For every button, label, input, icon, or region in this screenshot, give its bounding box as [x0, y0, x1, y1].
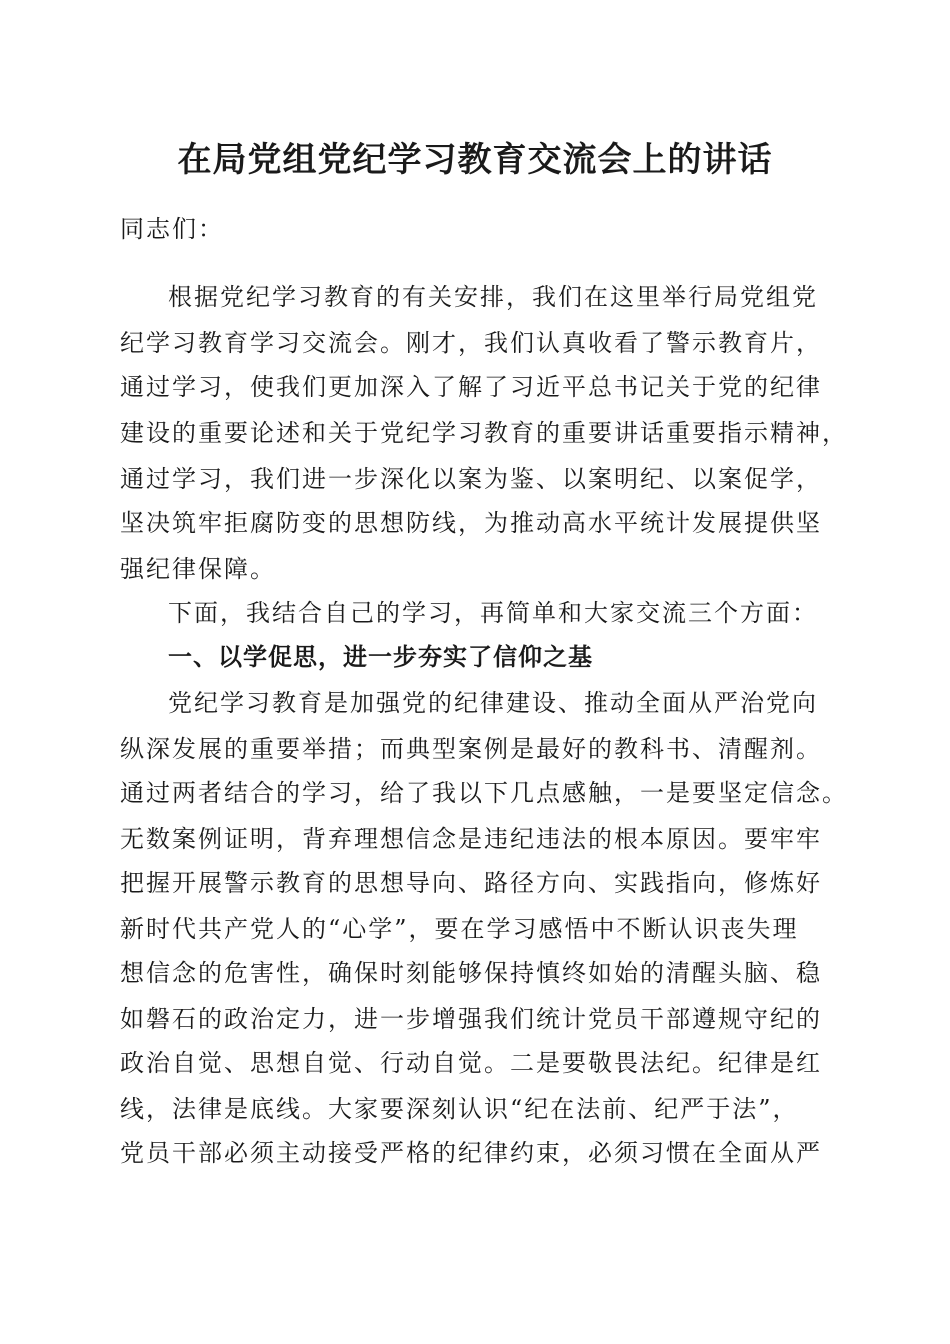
paragraph-line: 通过学习，使我们更加深入了解了习近平总书记关于党的纪律	[120, 373, 822, 401]
paragraph-line: 线，法律是底线。大家要深刻认识“纪在法前、纪严于法”，	[120, 1095, 799, 1123]
paragraph-line: 党员干部必须主动接受严格的纪律约束，必须习惯在全面从严	[120, 1139, 822, 1167]
paragraph-line: 下面，我结合自己的学习，再简单和大家交流三个方面：	[168, 599, 818, 627]
paragraph-line: 如磐石的政治定力，进一步增强我们统计党员干部遵规守纪的	[120, 1005, 822, 1033]
paragraph-line: 纪学习教育学习交流会。刚才，我们认真收看了警示教育片，	[120, 329, 822, 357]
paragraph-line: 政治自觉、思想自觉、行动自觉。二是要敬畏法纪。纪律是红	[120, 1049, 822, 1077]
paragraph-line: 根据党纪学习教育的有关安排，我们在这里举行局党组党	[168, 283, 818, 311]
paragraph-line: 建设的重要论述和关于党纪学习教育的重要讲话重要指示精神，	[120, 419, 848, 447]
paragraph-line: 强纪律保障。	[120, 555, 276, 583]
paragraph-line: 纵深发展的重要举措；而典型案例是最好的教科书、清醒剂。	[120, 735, 822, 763]
paragraph-line: 党纪学习教育是加强党的纪律建设、推动全面从严治党向	[168, 689, 818, 717]
section-heading: 一、以学促思，进一步夯实了信仰之基	[168, 643, 593, 671]
document-title: 在局党组党纪学习教育交流会上的讲话	[177, 140, 773, 180]
paragraph-line: 想信念的危害性，确保时刻能够保持慎终如始的清醒头脑、稳	[120, 959, 822, 987]
paragraph-line: 新时代共产党人的“心学”，要在学习感悟中不断认识丧失理	[120, 915, 799, 943]
paragraph-line: 把握开展警示教育的思想导向、路径方向、实践指向，修炼好	[120, 869, 822, 897]
paragraph-line: 坚决筑牢拒腐防变的思想防线，为推动高水平统计发展提供坚	[120, 509, 822, 537]
paragraph-line: 通过两者结合的学习，给了我以下几点感触，一是要坚定信念。	[120, 779, 848, 807]
paragraph-line: 通过学习，我们进一步深化以案为鉴、以案明纪、以案促学，	[120, 465, 822, 493]
salutation: 同志们：	[120, 215, 224, 243]
paragraph-line: 无数案例证明，背弃理想信念是违纪违法的根本原因。要牢牢	[120, 825, 822, 853]
